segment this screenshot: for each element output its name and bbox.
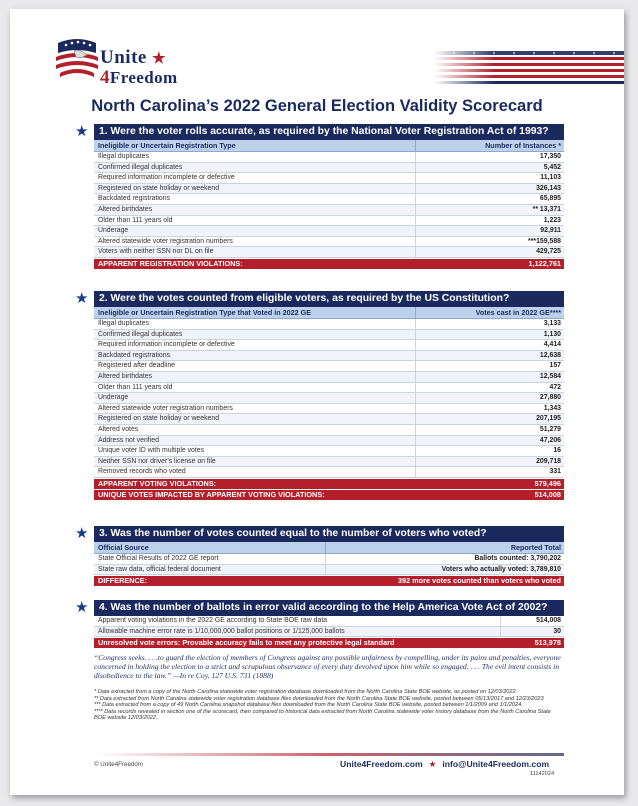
section2-column-header: Ineligible or Uncertain Registration Type that Voted in 2022 GE Votes cast in 2022 GE**** [94, 307, 564, 319]
table-row: Voters with neither SSN nor DL on file 429,725 [94, 247, 564, 258]
table-row: Illegal duplicates 17,350 [94, 152, 564, 163]
eagle-emblem-icon [54, 35, 100, 85]
table-row: Confirmed illegal duplicates 1,130 [94, 330, 564, 341]
email-link[interactable]: info@Unite4Freedom.com [442, 759, 550, 769]
section3-rows [94, 554, 564, 575]
table-row: Required information incomplete or defective 11,103 [94, 173, 564, 184]
table-row: Neither SSN nor driver's license on file 209,718 [94, 457, 564, 468]
section2-total-unique: UNIQUE VOTES IMPACTED BY APPARENT VOTING VIOLATIONS: 514,008 [94, 490, 564, 500]
section4 [94, 600, 564, 648]
section1-column-header: Ineligible or Uncertain Registration Type Number of Instances * [94, 140, 564, 152]
table-row: Backdated registrations 12,638 [94, 351, 564, 362]
table-row: Unique voter ID with multiple votes 16 [94, 446, 564, 457]
table-row: Address not verified 47,206 [94, 436, 564, 447]
unite4freedom-logo [54, 35, 254, 95]
section1-star-icon: ★ [75, 123, 89, 140]
page-title: North Carolina’s 2022 General Election Validity Scorecard [91, 97, 543, 115]
table-row: Removed records who voted 331 [94, 467, 564, 478]
footnote: ** Data extracted from North Carolina statewide voter registration database files downloaded from the North Carolina State BOE website, posted between 05/13/2017 and 12/23/2023 [94, 695, 544, 702]
scorecard-page [10, 9, 624, 795]
table-row: Allowable machine error rate is 1/10,000,000 ballot positions or 1/125,000 ballots 30 [94, 627, 564, 638]
table-row: Altered statewide voter registration numbers ***159,588 [94, 237, 564, 248]
table-row: State raw data, official federal document Voters who actually voted: 3,789,810 [94, 565, 564, 576]
table-row: Registered on state holiday or weekend 207,195 [94, 414, 564, 425]
section2 [94, 291, 564, 500]
section3 [94, 526, 564, 586]
contact-info [340, 759, 549, 770]
section2-total: APPARENT VOTING VIOLATIONS: 579,496 [94, 479, 564, 489]
section3-total: DIFFERENCE: 392 more votes counted than voters who voted [94, 576, 564, 586]
table-row: Registered on state holiday or weekend 326,143 [94, 184, 564, 195]
footer-divider [94, 753, 564, 756]
copyright: © Unite4Freedom [94, 761, 143, 768]
table-row: Underage 92,911 [94, 226, 564, 237]
section1-total: APPARENT REGISTRATION VIOLATIONS: 1,122,761 [94, 259, 564, 269]
section1-rows [94, 152, 564, 258]
star-separator-icon: ★ [428, 759, 437, 769]
table-row: Confirmed illegal duplicates 5,452 [94, 163, 564, 174]
section2-heading: 2. Were the votes counted from eligible voters, as required by the US Constitution? [94, 291, 564, 307]
table-row: Required information incomplete or defective 4,414 [94, 340, 564, 351]
legal-quote: “Congress seeks. . . .to guard the election of members of Congress against any possible unfairness by compelling, under its pains and penalties, everyone concerned in holding the election to a strict and scrupulous observance of every duty devolved upon him while so engaged. . . . The evil intent consists in disobedience to the law.” —In re Coy, 127 U.S. 731 (1888) [94, 653, 561, 680]
website-link[interactable]: Unite4Freedom.com [340, 759, 423, 769]
section1-heading: 1. Were the voter rolls accurate, as required by the National Voter Registration Act of 1993? [94, 124, 564, 140]
table-row: Altered votes 51,279 [94, 425, 564, 436]
section4-rows [94, 616, 564, 637]
footnotes [94, 689, 564, 722]
section1 [94, 124, 564, 269]
table-row: Altered birthdates 12,584 [94, 372, 564, 383]
section3-column-header: Official Source Reported Total [94, 542, 564, 554]
table-row: Illegal duplicates 3,133 [94, 319, 564, 330]
section4-total: Unresolved vote errors: Provable accuracy fails to meet any protective legal standard 513,978 [94, 638, 564, 648]
document-id: 11142024 [530, 771, 555, 777]
brand-line1: Unite ★ [100, 47, 167, 68]
brand-line2: 4Freedom [100, 67, 178, 88]
section4-star-icon: ★ [75, 599, 89, 616]
section3-star-icon: ★ [75, 525, 89, 542]
footnote: * Data extracted from a copy of the North Carolina statewide voter registration database downloaded from the North Carolina State BOE website, as posted on 12/03/2022. [94, 689, 518, 695]
section4-heading: 4. Was the number of ballots in error valid according to the Help America Vote Act of 2002? [94, 600, 564, 616]
table-row: Older than 111 years old 1,223 [94, 216, 564, 227]
table-row: Backdated registrations 65,895 [94, 194, 564, 205]
flag-stripes-graphic [434, 43, 624, 93]
footnote: **** Data records revealed in section one of the scorecard, then compared to historical data extracted from North Carolina statewide voter history database from the North Carolina State BOE website 12/03/2022. [94, 708, 551, 722]
table-row: Underage 27,880 [94, 393, 564, 404]
table-row: State Official Results of 2022 GE report Ballots counted: 3,790,202 [94, 554, 564, 565]
table-row: Altered statewide voter registration numbers 1,343 [94, 404, 564, 415]
table-row: Older than 111 years old 472 [94, 383, 564, 394]
section2-star-icon: ★ [75, 290, 89, 307]
table-row: Registered after deadline 157 [94, 361, 564, 372]
footnote: *** Data extracted from a copy of 49 North Carolina snapshot database files downloaded from the North Carolina State BOE website, posted between 1/1/2009 and 1/1/2024. [94, 702, 523, 709]
table-row: Apparent voting violations in the 2022 GE according to State BOE raw data 514,008 [94, 616, 564, 627]
section2-rows [94, 319, 564, 478]
section3-heading: 3. Was the number of votes counted equal to the number of voters who voted? [94, 526, 564, 542]
table-row: Altered birthdates ** 13,371 [94, 205, 564, 216]
